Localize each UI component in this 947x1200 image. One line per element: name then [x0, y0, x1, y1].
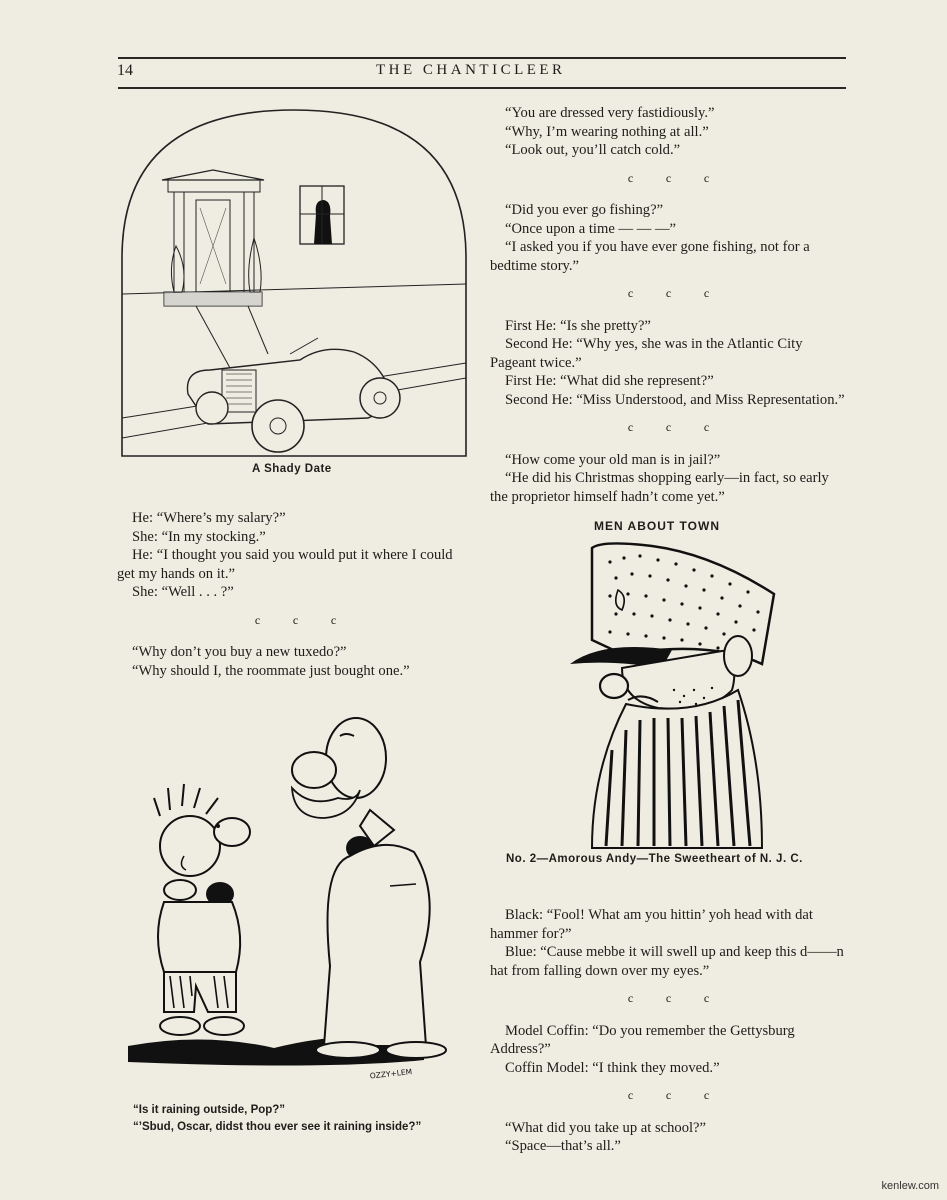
- joke-line: Coffin Model: “I think they moved.”: [505, 1059, 720, 1076]
- joke-line: He: “Where’s my salary?”: [132, 510, 286, 526]
- left-column-upper: [117, 509, 474, 680]
- separator: c c c: [627, 170, 710, 185]
- joke-line: She: “Well . . . ?”: [132, 584, 234, 600]
- oscar-and-pop-cartoon: [124, 706, 464, 1086]
- cartoon-signature: OZZY+LEM: [369, 1067, 413, 1081]
- page-number: 14: [117, 62, 133, 79]
- right-column-lower: [490, 906, 847, 1156]
- caption-line: “Is it raining outside, Pop?”: [133, 1104, 286, 1116]
- joke-line: Second He: “Miss Understood, and Miss Representation.”: [505, 391, 845, 408]
- separator: c c c: [627, 991, 710, 1005]
- joke-line: Blue: “Cause mebbe it will swell up and keep this d——n hat from falling down over my eyes.”: [490, 944, 844, 979]
- joke-line: “You are dressed very fastidiously.”: [505, 105, 715, 121]
- joke-line: Model Coffin: “Do you remember the Gettysburg Address?”: [490, 1022, 795, 1057]
- separator: c c c: [254, 612, 337, 627]
- joke-line: “Why should I, the roommate just bought one.”: [132, 662, 410, 679]
- right-column-upper: [490, 104, 847, 506]
- joke-line: “Space—that’s all.”: [505, 1138, 621, 1154]
- watermark: kenlew.com: [881, 1180, 939, 1192]
- shady-date-illustration: [118, 108, 470, 458]
- separator: c c c: [627, 420, 710, 434]
- joke-line: Black: “Fool! What am you hittin’ yoh head with dat hammer for?”: [490, 907, 813, 942]
- joke-line: “Why, I’m wearing nothing at all.”: [505, 123, 709, 140]
- joke-line: “Why don’t you buy a new tuxedo?”: [132, 644, 347, 660]
- joke-line: “I asked you if you have ever gone fishing, not for a bedtime story.”: [490, 239, 810, 274]
- joke-line: First He: “Is she pretty?”: [505, 317, 651, 334]
- joke-line: “Once upon a time — — —”: [505, 220, 677, 237]
- separator: c c c: [627, 286, 710, 300]
- amorous-andy-illustration: [562, 540, 782, 850]
- separator: c c c: [627, 1088, 710, 1102]
- joke-line: “He did his Christmas shopping early—in fact, so early the proprietor himself hadn’t come yet.”: [490, 470, 829, 505]
- shady-date-caption: A Shady Date: [252, 463, 332, 475]
- joke-line: “Look out, you’ll catch cold.”: [505, 142, 681, 158]
- joke-line: “How come your old man is in jail?”: [505, 451, 721, 468]
- amorous-andy-caption: No. 2—Amorous Andy—The Sweetheart of N. J. C.: [506, 853, 803, 865]
- caption-line: “’Sbud, Oscar, didst thou ever see it raining inside?”: [133, 1121, 422, 1133]
- oscar-cartoon-caption: [133, 1102, 483, 1136]
- joke-line: Second He: “Why yes, she was in the Atlantic City Pageant twice.”: [490, 336, 803, 371]
- joke-line: “Did you ever go fishing?”: [505, 202, 664, 218]
- joke-line: First He: “What did she represent?”: [505, 373, 714, 389]
- header-top-rule: [118, 57, 846, 59]
- journal-title: THE CHANTICLEER: [376, 62, 566, 78]
- joke-line: “What did you take up at school?”: [505, 1119, 706, 1136]
- men-about-town-heading: MEN ABOUT TOWN: [594, 519, 720, 533]
- joke-line: She: “In my stocking.”: [132, 528, 266, 545]
- header-bottom-rule: [118, 87, 846, 89]
- joke-line: He: “I thought you said you would put it where I could get my hands on it.”: [117, 547, 453, 582]
